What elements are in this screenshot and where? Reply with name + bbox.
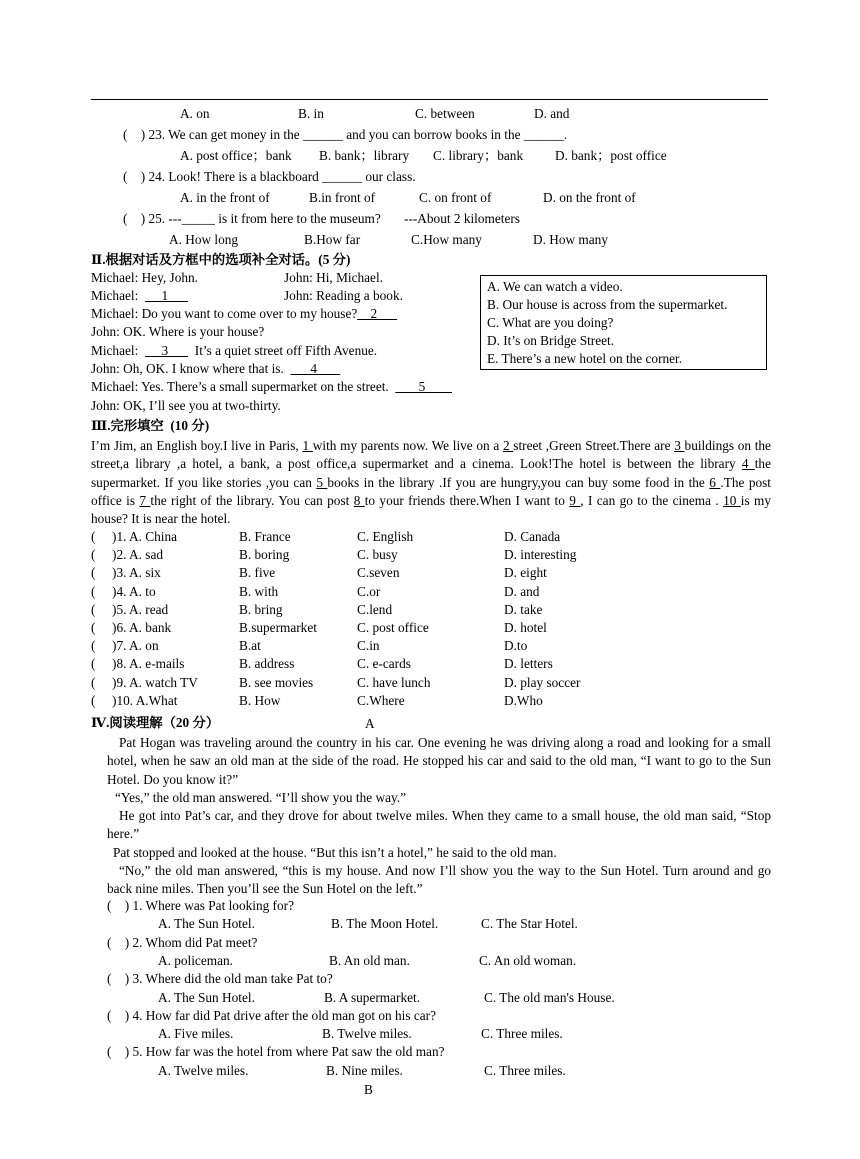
cloze-blank-10: 10 — [723, 492, 741, 508]
section-4-title: Ⅳ.阅读理解（20 分） — [91, 715, 220, 730]
cloze-blank-8: 8 — [353, 492, 365, 508]
cloze-q4-option-c: C.or — [357, 583, 381, 599]
cloze-blank-3: 3 — [674, 438, 685, 453]
cloze-q5-option-b: B. bring — [239, 601, 283, 617]
cloze-q3-option-c: C.seven — [357, 565, 400, 581]
box-option-d: D. It’s on Bridge Street. — [487, 333, 615, 348]
dialog-blank-3: 3 — [144, 343, 189, 358]
reading-q1-option-a: A. The Sun Hotel. — [158, 916, 255, 932]
cloze-q3-option-b: B. five — [239, 565, 276, 581]
passage-b-label: B — [364, 1082, 373, 1097]
cloze-question-2: ( )2. A. sad — [91, 547, 164, 563]
reading-q2-option-a: A. policeman. — [158, 952, 233, 968]
passage-paragraph-4: Pat stopped and looked at the house. “But this isn’t a hotel,” he said to the old man. — [113, 844, 557, 860]
cloze-q9-option-b: B. see movies — [239, 674, 314, 690]
cloze-q3-option-d: D. eight — [504, 565, 547, 581]
q22-option-d: D. and — [534, 106, 570, 121]
dialog-line-1b: John: Hi, Michael. — [284, 270, 383, 285]
q23-option-a: A. post office；bank — [180, 148, 292, 163]
dialog-line-8: John: OK, I’ll see you at two-thirty. — [91, 398, 281, 413]
passage-paragraph-2: “Yes,” the old man answered. “I’ll show you the way.” — [115, 789, 406, 805]
q24-option-d: D. on the front of — [543, 190, 636, 205]
cloze-question-7: ( )7. A. on — [91, 638, 159, 654]
passage-paragraph-3: He got into Pat’s car, and they drove for about twelve miles. When they came to a small house, the old man said, “Stop here.” — [107, 808, 771, 842]
cloze-blank-6: 6 — [709, 474, 721, 490]
reading-q1-option-c: C. The Star Hotel. — [481, 916, 578, 932]
reading-question-5: ( ) 5. How far was the hotel from where Pat saw the old man? — [107, 1044, 445, 1060]
cloze-q1-option-c: C. English — [357, 529, 414, 544]
dialog-line-4: John: OK. Where is your house? — [91, 324, 265, 339]
cloze-q9-option-c: C. have lunch — [357, 674, 431, 690]
q24-option-a: A. in the front of — [180, 190, 270, 205]
box-option-c: C. What are you doing? — [487, 315, 614, 330]
reading-q3-option-a: A. The Sun Hotel. — [158, 989, 255, 1005]
cloze-question-5: ( )5. A. read — [91, 601, 169, 617]
cloze-q2-option-c: C. busy — [357, 547, 398, 563]
reading-question-2: ( ) 2. Whom did Pat meet? — [107, 934, 258, 950]
dialog-blank-5: 5 — [395, 379, 452, 394]
cloze-q6-option-d: D. hotel — [504, 620, 547, 635]
cloze-q4-option-b: B. with — [239, 583, 279, 599]
dialog-blank-1: 1 — [144, 288, 189, 303]
cloze-q7-option-c: C.in — [357, 638, 380, 654]
q24-option-c: C. on front of — [419, 190, 492, 205]
cloze-q7-option-b: B.at — [239, 638, 261, 654]
section-2-title: Ⅱ.根据对话及方框中的选项补全对话。(5 分) — [91, 252, 351, 267]
cloze-question-10: ( )10. A.What — [91, 692, 178, 708]
cloze-question-3: ( )3. A. six — [91, 565, 161, 581]
cloze-q6-option-c: C. post office — [357, 620, 429, 635]
cloze-question-6: ( )6. A. bank — [91, 620, 172, 635]
cloze-q2-option-d: D. interesting — [504, 547, 577, 563]
cloze-q1-option-d: D. Canada — [504, 529, 561, 544]
cloze-question-4: ( )4. A. to — [91, 583, 156, 599]
dialog-line-2b: John: Reading a book. — [284, 288, 403, 303]
cloze-blank-1: 1 — [302, 438, 313, 453]
reading-passage — [107, 734, 771, 899]
box-option-e: E. There’s a new hotel on the corner. — [487, 351, 683, 366]
reading-question-4: ( ) 4. How far did Pat drive after the old man got on his car? — [107, 1007, 437, 1023]
reading-q3-option-c: C. The old man's House. — [484, 989, 615, 1005]
q23-stem: ( ) 23. We can get money in the ______ and you can borrow books in the ______. — [123, 127, 568, 142]
cloze-q7-option-d: D.to — [504, 638, 528, 654]
q25-option-a: A. How long — [169, 232, 239, 247]
cloze-question-8: ( )8. A. e-mails — [91, 656, 185, 672]
reading-q4-option-b: B. Twelve miles. — [322, 1026, 412, 1042]
passage-paragraph-1: Pat Hogan was traveling around the country in his car. One evening he was driving along a road and looking for a small hotel, when he saw an old man at the side of the road. He stopped his car and said to the old man, “I want to go to the Sun Hotel. Do you know it?” — [107, 735, 771, 787]
q23-option-c: C. library；bank — [433, 148, 524, 163]
reading-q2-option-c: C. An old woman. — [479, 952, 577, 968]
reading-q5-option-b: B. Nine miles. — [326, 1062, 403, 1078]
cloze-blank-9: 9 — [569, 492, 581, 508]
cloze-q8-option-b: B. address — [239, 656, 295, 672]
reading-q4-option-c: C. Three miles. — [481, 1026, 563, 1042]
q25-option-b: B.How far — [304, 232, 361, 247]
cloze-q6-option-b: B.supermarket — [239, 620, 317, 635]
q22-option-a: A. on — [180, 106, 210, 121]
q22-option-b: B. in — [298, 106, 324, 121]
cloze-blank-2: 2 — [502, 438, 514, 453]
cloze-q8-option-c: C. e-cards — [357, 656, 411, 672]
q24-option-b: B.in front of — [309, 190, 376, 205]
dialog-line-5: Michael: 3 It’s a quiet street off Fifth Avenue. — [91, 343, 378, 358]
dialog-line-7: Michael: Yes. There’s a small supermarket on the street. 5 — [91, 379, 452, 394]
cloze-q10-option-c: C.Where — [357, 692, 405, 708]
options-box — [480, 275, 767, 370]
dialog-blank-4: 4 — [290, 361, 341, 376]
cloze-q10-option-d: D.Who — [504, 692, 543, 708]
q23-option-d: D. bank；post office — [555, 148, 667, 163]
q25-option-c: C.How many — [411, 232, 482, 247]
cloze-q2-option-b: B. boring — [239, 547, 290, 563]
q24-stem: ( ) 24. Look! There is a blackboard ______ our class. — [123, 169, 416, 184]
reading-question-3: ( ) 3. Where did the old man take Pat to? — [107, 971, 333, 987]
dialog-blank-2: 2 — [357, 306, 398, 321]
reading-q4-option-a: A. Five miles. — [158, 1026, 234, 1042]
reading-q2-option-b: B. An old man. — [329, 952, 410, 968]
header-rule — [91, 99, 768, 100]
q25-option-d: D. How many — [533, 232, 608, 247]
dialog-line-3: Michael: Do you want to come over to my house? 2 — [91, 306, 398, 321]
q25-stem: ( ) 25. ---_____ is it from here to the museum? ---About 2 kilometers — [123, 211, 520, 226]
section-3-title: Ⅲ.完形填空 (10 分) — [91, 418, 210, 433]
cloze-question-1: ( )1. A. China — [91, 529, 178, 544]
dialog-line-2: Michael: 1 — [91, 288, 189, 303]
passage-paragraph-5: “No,” the old man answered, “this is my house. And now I’ll show you the way to the Sun Hotel. Turn around and go back nine miles. Then you’ll see the Sun Hotel on the left.” — [107, 863, 771, 897]
q23-option-b: B. bank；library — [319, 148, 410, 163]
reading-q5-option-c: C. Three miles. — [484, 1062, 566, 1078]
cloze-blank-5: 5 — [316, 474, 328, 490]
box-option-b: B. Our house is across from the supermarket. — [487, 297, 728, 312]
reading-question-1: ( ) 1. Where was Pat looking for? — [107, 898, 294, 913]
cloze-blank-4: 4 — [741, 456, 755, 472]
cloze-passage: I’m Jim, an English boy.I live in Paris, 1 with my parents now. We live on a 2 street ,Green Street.There are 3 buildings on the street,a library ,a hotel, a bank, a post office,a supermarket and a cinema. Look!The hotel is between the library 4 the supermarket. If you like stories ,you can 5 books in the library .If you are hungry,you can buy some food in the 6 .The post office is 7 the right of the library. You can post 8 to your friends there.When I want to 9 , I can go to the cinema . 10 is my house? It is near the hotel. — [91, 438, 771, 527]
cloze-q5-option-c: C.lend — [357, 601, 393, 617]
box-option-a: A. We can watch a video. — [487, 279, 623, 294]
cloze-blank-7: 7 — [139, 492, 151, 508]
cloze-q10-option-b: B. How — [239, 692, 281, 708]
cloze-q1-option-b: B. France — [239, 529, 291, 544]
q22-option-c: C. between — [415, 106, 475, 121]
dialog-line-1a: Michael: Hey, John. — [91, 270, 198, 285]
cloze-q4-option-d: D. and — [504, 583, 540, 599]
reading-q1-option-b: B. The Moon Hotel. — [331, 916, 439, 932]
dialog-line-6: John: Oh, OK. I know where that is. 4 — [91, 361, 341, 376]
passage-a-label: A — [365, 716, 375, 731]
reading-q3-option-b: B. A supermarket. — [324, 989, 421, 1005]
cloze-question-9: ( )9. A. watch TV — [91, 674, 198, 690]
cloze-q9-option-d: D. play soccer — [504, 674, 581, 690]
reading-q5-option-a: A. Twelve miles. — [158, 1062, 249, 1078]
cloze-q5-option-d: D. take — [504, 601, 543, 617]
cloze-q8-option-d: D. letters — [504, 656, 553, 672]
